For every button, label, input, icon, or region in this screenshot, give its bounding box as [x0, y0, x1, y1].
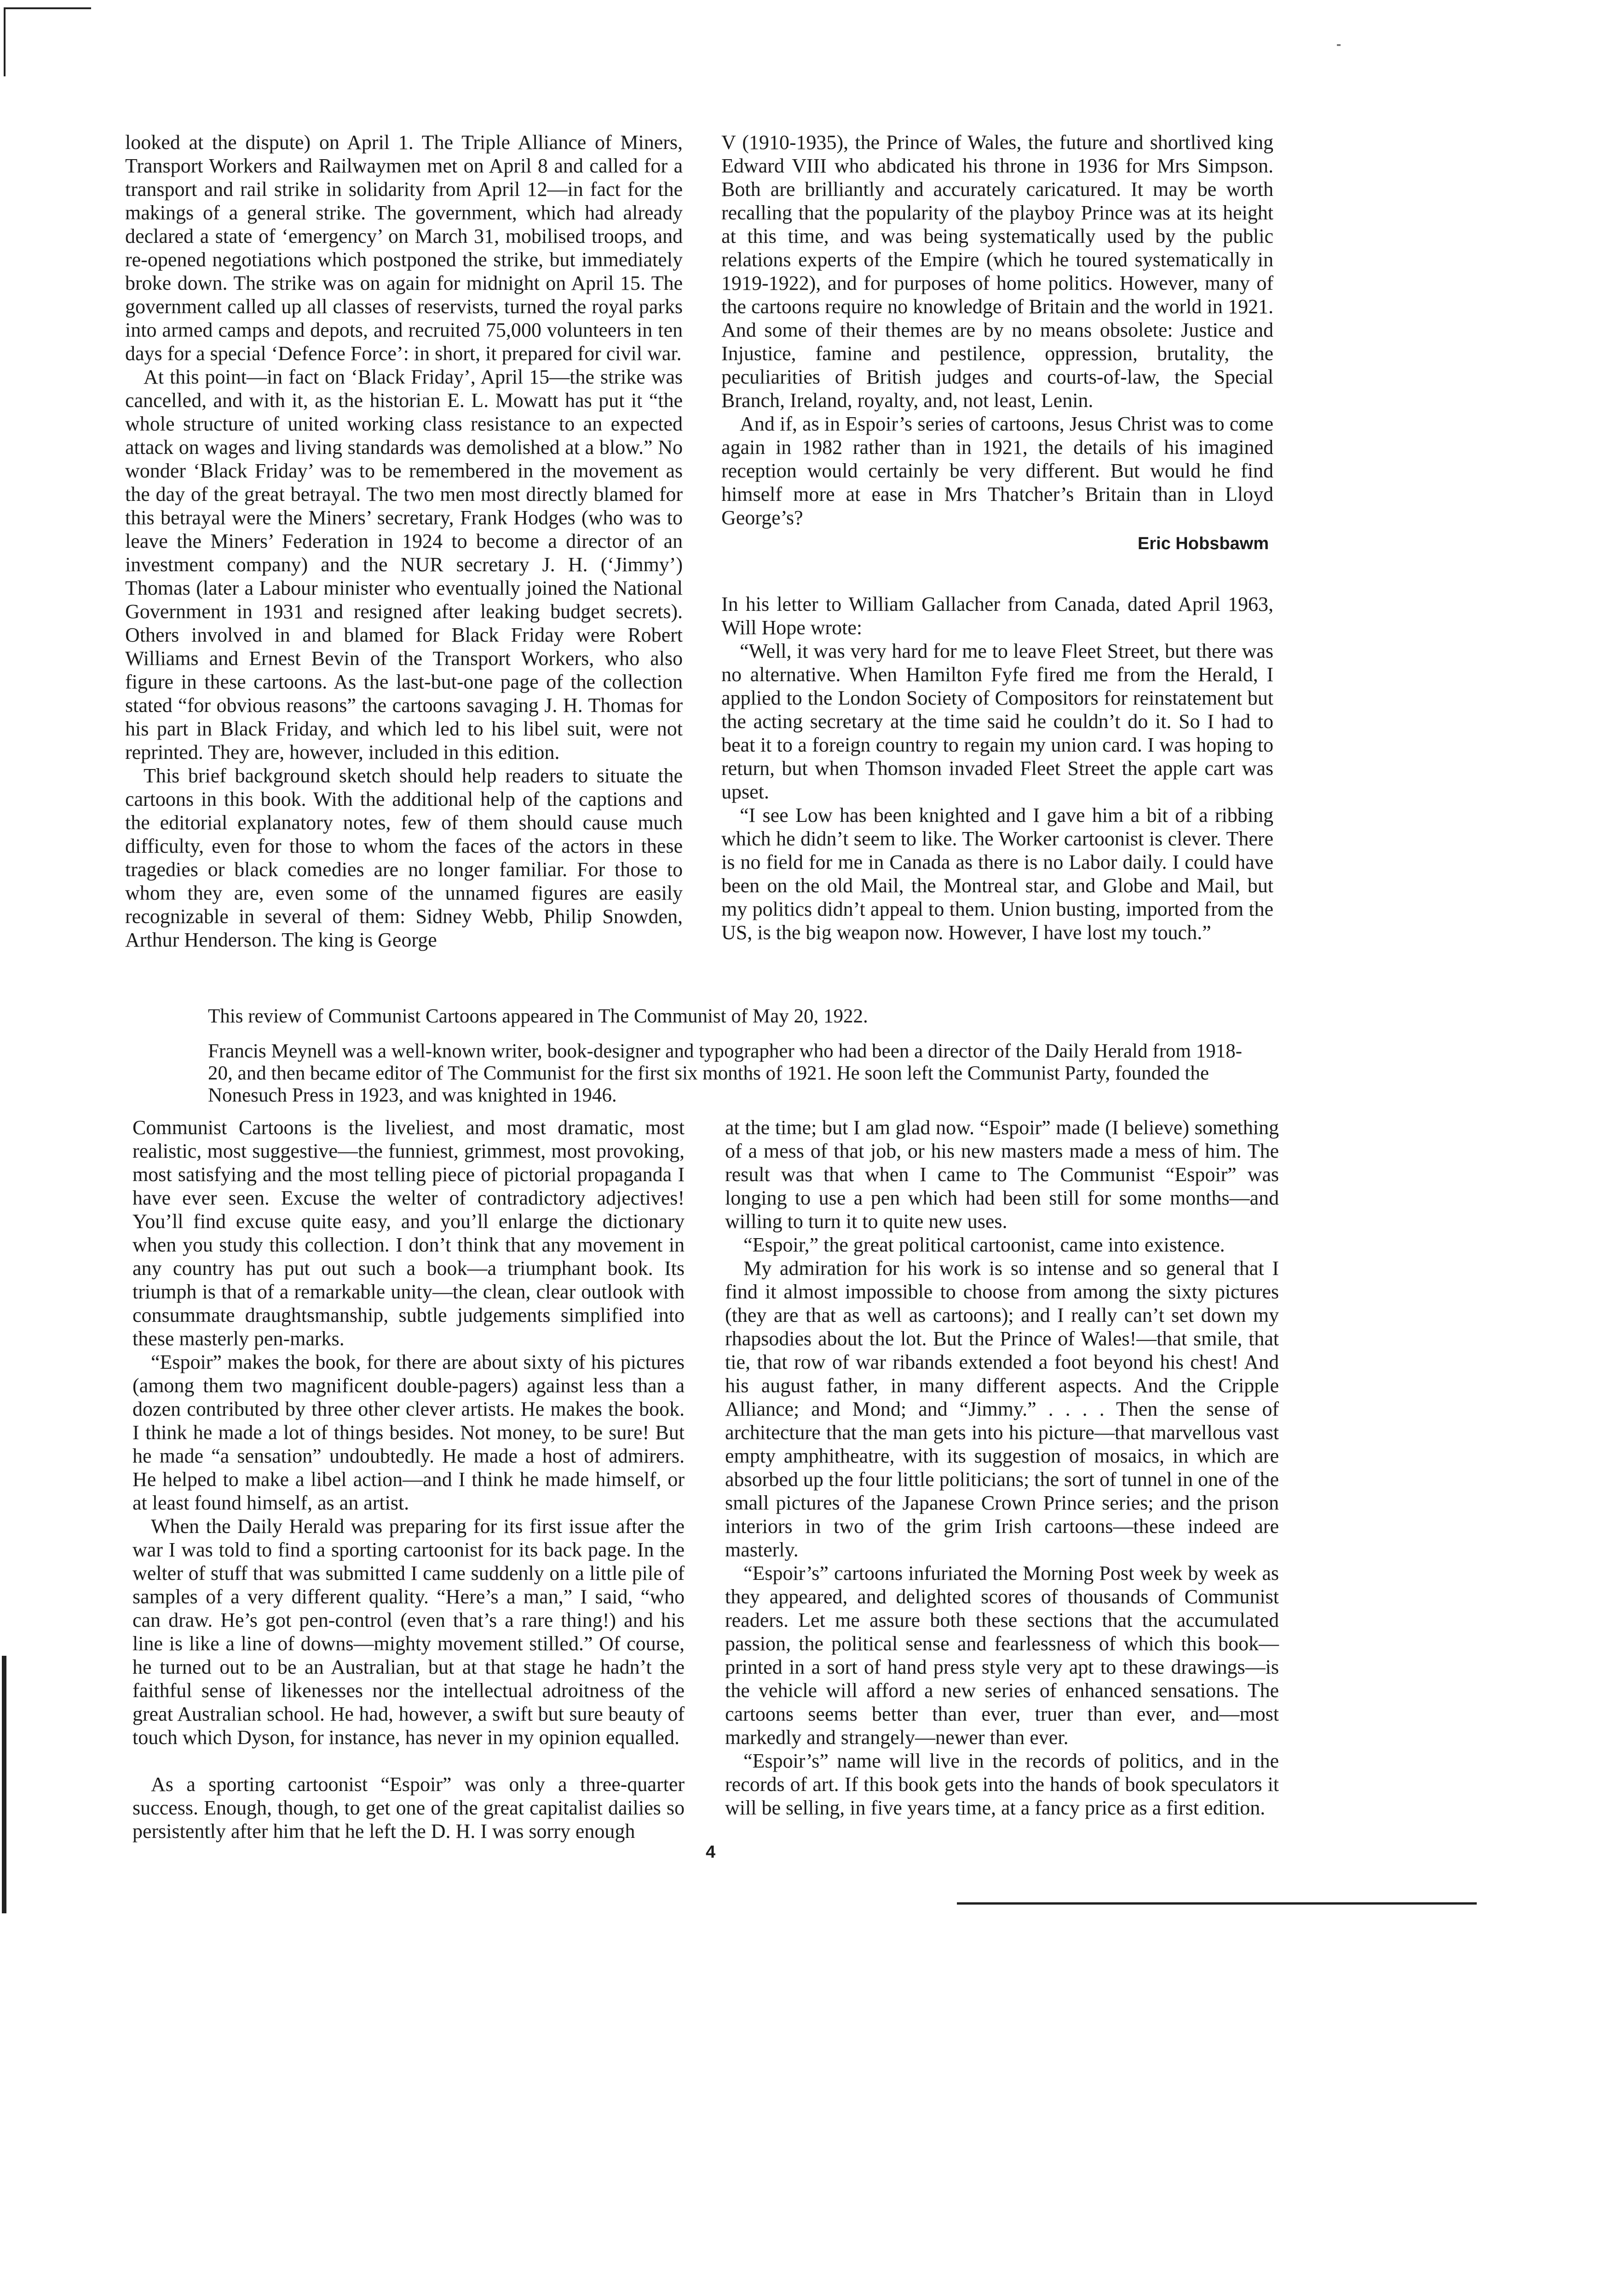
meynell-bio: Francis Meynell was a well-known writer, book-designer and typographer who had been a director of the Daily Herald from 1918-20, and then became editor of The Communist for the first six months of 1921. He soon left the Communist Party, founded the Nonesuch Press in 1923, and was knighted in 1946. — [208, 1040, 1242, 1106]
essay-paragraph: And if, as in Espoir’s series of cartoons, Jesus Christ was to come again in 1982 rather than in 1921, the details of his imagined reception would certainly be very different. But would he find himself more at ease in Mrs Thatcher’s Britain than in Lloyd George’s? — [721, 413, 1273, 529]
review-paragraph: “Espoir,” the great political cartoonist, came into existence. — [743, 1234, 1225, 1256]
review-paragraph: “Espoir’s” name will live in the records of politics, and in the records of art. If this book gets into the hands of book speculators it will be selling, in five years time, at a fancy price as a first edition. — [725, 1750, 1279, 1819]
scan-edge-bottom-left — [2, 1656, 6, 1913]
essay-paragraph: This brief background sketch should help readers to situate the cartoons in this book. With the additional help of the captions and the editorial explanatory notes, few of them should cause much difficulty, even for those to whom the faces of the actors in these tragedies or black comedies are no longer familiar. For those to whom they are, even some of the unnamed figures are easily recognizable in several of them: Sidney Webb, Philip Snowden, Arthur Henderson. The king is George — [125, 764, 683, 951]
review-paragraph: When the Daily Herald was preparing for its first issue after the war I was told to find a sporting cartoonist for its back page. In the welter of stuff that was submitted I came suddenly on a little pile of samples of a very different quality. “Here’s a man,” I said, “who can draw. He’s got pen-control (even that’s a rare thing!) and his line is like a line of downs—mighty movement stilled.” Of course, he turned out to be an Australian, but at that stage he hadn’t the faithful sense of likenesses nor the intellectual adroitness of the great Australian school. He had, however, a swift but sure beauty of touch which Dyson, for instance, has never in my opinion equalled. — [132, 1515, 685, 1749]
review-source-line: This review of Communist Cartoons appeared in The Communist of May 20, 1922. — [208, 1005, 868, 1027]
scan-edge-top — [4, 7, 91, 9]
essay-paragraph: looked at the dispute) on April 1. The Triple Alliance of Miners, Transport Workers and Railwaymen met on April 8 and called for a transport and rail strike in solidarity from April 12—in fact for the makings of a general strike. The government, which had already declared a state of ‘emergency’ on March 31, mobilised troops, and re-opened negotiations which postponed the strike, but immediately broke down. The strike was on again for midnight on April 15. The government called up all classes of reservists, turned the royal parks into armed camps and depots, and recruited 75,000 volunteers in ten days for a special ‘Defence Force’: in short, it prepared for civil war. — [125, 131, 683, 365]
scan-edge-top-left — [4, 7, 6, 76]
review-paragraph: “Espoir” makes the book, for there are about sixty of his pictures (among them two magnificent double-pagers) against less than a dozen contributed by three other clever artists. He makes the book. I think he made a lot of things besides. Not money, to be sure! But he made “a sensation” undoubtedly. He made a host of admirers. He helped to make a libel action—and I think he made himself, or at least found himself, as an artist. — [132, 1351, 685, 1514]
essay-right-column — [721, 131, 1273, 944]
essay-paragraph: V (1910-1935), the Prince of Wales, the future and shortlived king Edward VIII who abdicated his throne in 1936 for Mrs Simpson. Both are brilliantly and accurately caricatured. It may be worth recalling that the popularity of the playboy Prince was at its height at this time, and was being systematically used by the public relations experts of the Empire (which he toured systematically in 1919-1922), and for purposes of home politics. However, many of the cartoons require no knowledge of Britain and the world in 1921. And some of their themes are by no means obsolete: Justice and Injustice, famine and pestilence, oppression, brutality, the peculiarities of British judges and courts-of-law, the Special Branch, Ireland, royalty, and, not least, Lenin. — [721, 131, 1273, 412]
scan-speck — [1337, 44, 1341, 46]
essay-left-column — [125, 131, 683, 952]
review-paragraph: As a sporting cartoonist “Espoir” was only a three-quarter success. Enough, though, to get one of the great capitalist dailies so persistently after him that he left the D. H. I was sorry enough — [132, 1773, 685, 1843]
review-paragraph: Communist Cartoons is the liveliest, and most dramatic, most realistic, most suggestive—the funniest, grimmest, most provoking, most satisfying and the most telling piece of pictorial propaganda I have ever seen. Excuse the welter of contradictory adjectives! You’ll find excuse quite easy, and you’ll enlarge the dictionary when you study this collection. I don’t think that any movement in any country has put out such a book—a triumphant book. Its triumph is that of a remarkable unity—the clean, clear outlook with consummate draughtsmanship, subtle judgements simplified into these masterly pen-marks. — [132, 1116, 685, 1350]
review-paragraph: at the time; but I am glad now. “Espoir” made (I believe) something of a mess of that job, or his new masters made a mess of him. The result was that when I came to The Communist “Espoir” was longing to use a pen which had been still for some months—and willing to turn it to quite new uses. — [725, 1116, 1279, 1233]
scan-edge-bottom-right — [957, 1902, 1477, 1905]
review-right-column — [725, 1116, 1279, 1820]
review-editorial-note — [208, 1005, 1248, 1107]
essay-paragraph: At this point—in fact on ‘Black Friday’, April 15—the strike was cancelled, and with it, as the historian E. L. Mowatt has put it “the whole structure of united working class resistance to an expected attack on wages and living standards was demolished at a blow.” No wonder ‘Black Friday’ was to be remembered in the movement as the day of the great betrayal. The two men most directly blamed for this betrayal were the Miners’ secretary, Frank Hodges (who was to leave the Miners’ Federation in 1924 to become a director of an investment company) and the NUR secretary J. H. (‘Jimmy’) Thomas (later a Labour minister who eventually joined the National Government in 1931 and resigned after leaking budget secrets). Others involved in and blamed for Black Friday were Robert Williams and Ernest Bevin of the Transport Workers, who also figure in these cartoons. As the last-but-one page of the collection stated “for obvious reasons” the cartoons savaging J. H. Thomas for his part in Black Friday, and which led to his libel suit, were not reprinted. They are, however, included in this edition. — [125, 366, 683, 763]
letter-intro: In his letter to William Gallacher from Canada, dated April 1963, Will Hope wrote: — [721, 593, 1273, 639]
letter-quote: “Well, it was very hard for me to leave Fleet Street, but there was no alternative. When Hamilton Fyfe fired me from the Herald, I applied to the London Society of Compositors for reinstatement but the acting secretary at the time said he couldn’t do it. So I had to beat it to a foreign country to regain my union card. I was hoping to return, but when Thomson invaded Fleet Street the apple cart was upset. — [721, 640, 1273, 803]
review-paragraph: “Espoir’s” cartoons infuriated the Morning Post week by week as they appeared, and delighted scores of thousands of Communist readers. Let me assure both these sections that the accumulated passion, the political sense and fearlessness of which this book—printed in a sort of hand press style very apt to these drawings—is the vehicle will afford a new series of enhanced sensations. The cartoons seems better than ever, truer than ever, and—most markedly and strangely—newer than ever. — [725, 1562, 1279, 1749]
review-left-column — [132, 1116, 685, 1843]
letter-quote: “I see Low has been knighted and I gave him a bit of a ribbing which he didn’t seem to like. The Worker cartoonist is clever. There is no field for me in Canada as there is no Labor daily. I could have been on the old Mail, the Montreal star, and Globe and Mail, but my politics didn’t appeal to them. Union busting, imported from the US, is the big weapon now. However, I have lost my touch.” — [721, 804, 1273, 944]
review-paragraph: My admiration for his work is so intense and so general that I find it almost impossible to choose from among the sixty pictures (they are that as well as cartoons); and I really can’t set down my rhapsodies about the lot. But the Prince of Wales!—that smile, that tie, that row of war ribands extended a foot beyond his chest! And his august father, in many different aspects. And the Cripple Alliance; and Mond; and “Jimmy.” . . . . Then the sense of architecture that the man gets into his picture—that marvellous vast empty amphitheatre, with its suggestion of mosaics, in which are absorbed up the four little politicians; the sort of tunnel in one of the small pictures of the Japanese Crown Prince series; and the prison interiors in two of the grim Irish cartoons—these indeed are masterly. — [725, 1257, 1279, 1561]
page-number: 4 — [706, 1843, 716, 1862]
author-signature: Eric Hobsbawm — [1137, 534, 1269, 553]
